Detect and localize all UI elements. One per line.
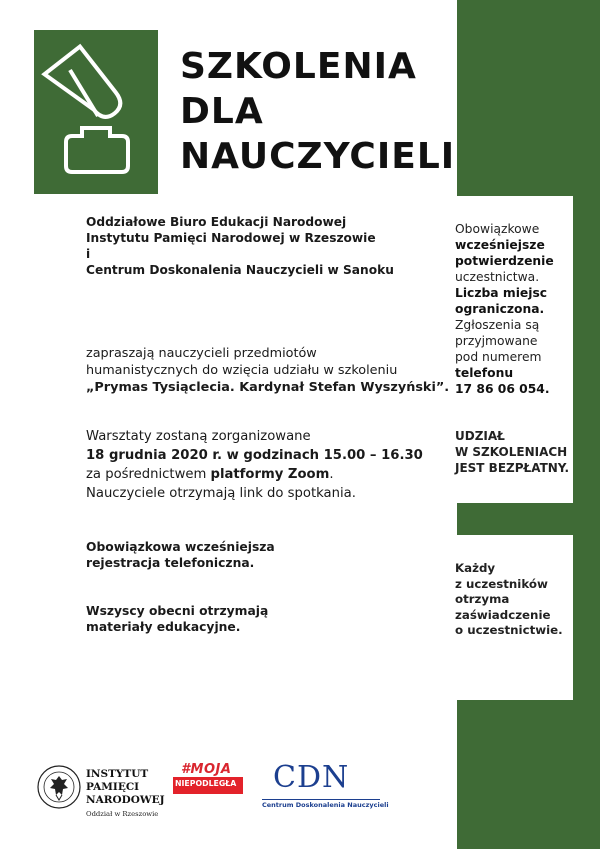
side-text: Obowiązkowe <box>455 222 540 236</box>
side-text: Zgłoszenia są <box>455 318 540 332</box>
materials-note <box>86 603 268 635</box>
moja-niepodlegla-logo <box>173 762 243 796</box>
title-line-1: SZKOLENIA <box>180 46 417 87</box>
phone-number: 17 86 06 054. <box>455 382 550 396</box>
eagle-seal-icon <box>36 764 82 810</box>
workshop-date: 18 grudnia 2020 r. w godzinach 15.00 – 16.30 <box>86 448 423 463</box>
organizer-line: Oddziałowe Biuro Edukacji Narodowej <box>86 215 347 229</box>
title-line-3: NAUCZYCIELI <box>180 136 456 177</box>
organizer-line: Instytutu Pamięci Narodowej w Rzeszowie <box>86 231 376 245</box>
side-text-bold: wcześniejsze <box>455 238 545 252</box>
ipn-name-line: INSTYTUT <box>86 768 149 780</box>
free-participation-box <box>455 428 571 476</box>
right-green-panel-middle <box>457 503 600 535</box>
ipn-name <box>86 768 165 807</box>
platform-name: platformy Zoom <box>210 467 330 482</box>
side-text-bold: UDZIAŁ <box>455 429 505 443</box>
side-text-bold: z uczestników <box>455 576 548 591</box>
side-text-bold: o uczestnictwie. <box>455 623 563 638</box>
invite-line: humanistycznych do wzięcia udziału w szkoleniu <box>86 363 398 378</box>
materials-line: Wszyscy obecni otrzymają <box>86 604 269 618</box>
side-text-bold: telefonu <box>455 366 514 380</box>
workshop-line: Nauczyciele otrzymają link do spotkania. <box>86 486 356 501</box>
side-text-bold: JEST BEZPŁATNY. <box>455 461 570 475</box>
right-green-strip <box>573 196 600 503</box>
side-text-bold: Każdy <box>455 561 496 575</box>
moja-hashtag: #MOJA <box>181 762 232 777</box>
side-text-bold: zaświadczenie <box>455 607 551 622</box>
organizers-block <box>86 214 446 278</box>
title-line-2: DLA <box>180 91 264 132</box>
registration-note <box>86 539 275 571</box>
side-text-bold: ograniczona. <box>455 302 545 316</box>
ipn-logo <box>36 762 186 818</box>
workshop-line: Warsztaty zostaną zorganizowane <box>86 429 311 444</box>
certificate-info-box <box>455 561 571 639</box>
side-text: uczestnictwa. <box>455 270 540 284</box>
side-text-bold: Liczba miejsc <box>455 286 548 300</box>
workshop-line: za pośrednictwem <box>86 467 211 482</box>
side-text-bold: potwierdzenie <box>455 254 554 268</box>
right-green-panel-bottom <box>457 700 600 849</box>
page-title <box>180 44 455 179</box>
registration-info-box <box>455 221 571 397</box>
ipn-name-line: NARODOWEJ <box>86 794 165 806</box>
workshop-details <box>86 427 446 503</box>
side-text: przyjmowane <box>455 334 538 348</box>
right-green-strip-lower <box>573 535 600 700</box>
cdn-logo <box>262 760 389 812</box>
organizer-line: i <box>86 247 91 261</box>
invite-line: zapraszają nauczycieli przedmiotów <box>86 346 317 361</box>
cdn-divider <box>262 799 380 800</box>
invitation-text <box>86 345 450 396</box>
workshop-line: . <box>329 467 334 482</box>
organizer-line: Centrum Doskonalenia Nauczycieli w Sanoku <box>86 263 394 277</box>
side-text: pod numerem <box>455 350 542 364</box>
materials-line: materiały edukacyjne. <box>86 620 241 634</box>
moja-subtitle: NIEPODLEGŁA <box>175 779 237 788</box>
registration-line: Obowiązkowa wcześniejsza <box>86 540 275 554</box>
cdn-letters: CDN <box>273 760 350 795</box>
right-green-panel-top <box>457 0 600 196</box>
ipn-branch: Oddział w Rzeszowie <box>86 810 159 818</box>
inkwell-quill-icon <box>34 30 158 194</box>
training-title: „Prymas Tysiąclecia. Kardynał Stefan Wyszyński”. <box>86 380 450 395</box>
side-text-bold: otrzyma <box>455 592 510 607</box>
registration-line: rejestracja telefoniczna. <box>86 556 255 570</box>
cdn-full-name: Centrum Doskonalenia Nauczycieli <box>262 801 389 809</box>
ipn-name-line: PAMIĘCI <box>86 781 140 793</box>
side-text-bold: W SZKOLENIACH <box>455 445 568 459</box>
